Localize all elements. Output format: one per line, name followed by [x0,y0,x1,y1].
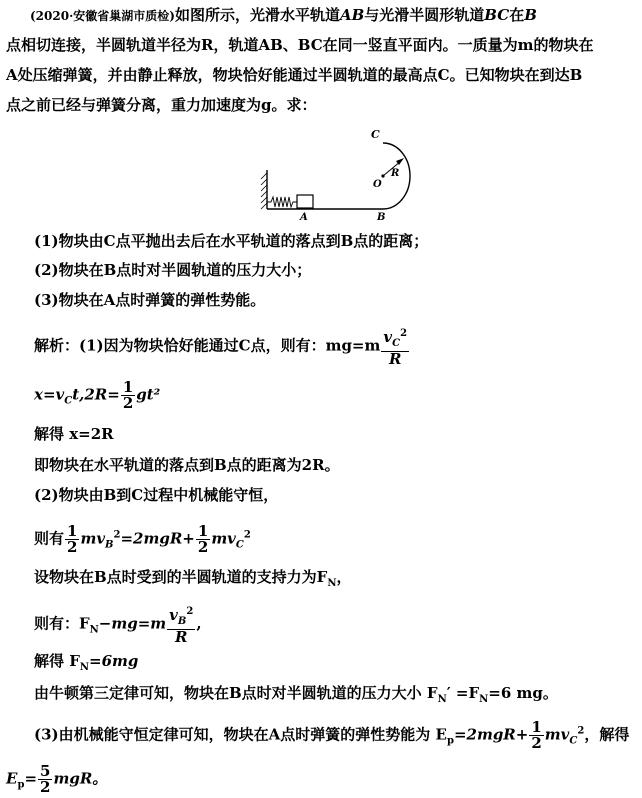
text: = [24,769,38,788]
text: N [437,694,447,705]
text: v [383,328,393,346]
text: 由牛顿第三定律可知，物块在B点时对半圆轨道的压力大小 F [34,684,438,702]
text: 2 [197,538,209,556]
label-b: B [377,212,386,223]
text: N [79,662,90,673]
track-diagram [255,125,425,225]
text: N [479,694,489,705]
text: AB [339,6,365,24]
solution-line-12 [6,764,107,797]
text: C [64,395,73,407]
text: 2 [400,328,408,339]
text: 5 [40,762,51,780]
text: 则有 [34,529,65,548]
text: , [196,614,202,633]
solution-line-3: 解得 x=2R [34,425,114,443]
text: ，解得 [584,725,630,744]
fraction [381,326,409,367]
text: 2 [243,529,251,541]
text: t,2R= [72,385,120,404]
text: 1 [67,522,78,540]
text: v [169,606,178,624]
text: gt² [136,385,161,404]
text: (3)由机械能守恒定律可知，物块在A点时弹簧的弹性势能为 E [34,725,447,744]
fraction [196,524,210,555]
label-r: R [391,168,400,179]
text: C [392,338,401,349]
text: 2 [113,529,121,541]
question-1: (1)物块由C点平抛出去后在水平轨道的落点到B点的距离； [34,232,429,250]
text: B [177,616,187,627]
text: N [327,578,337,589]
text: 2 [186,606,194,617]
label-o: O [373,179,382,190]
question-2: (2)物块在B点时对半圆轨道的压力大小； [34,261,312,279]
solution-line-4: 即物块在水平轨道的落点到B点的距离为2R。 [34,456,340,474]
text: B [524,6,537,24]
text: C [569,735,578,747]
fraction [121,380,135,411]
text: 2 [531,734,542,752]
text: 2 [67,538,78,556]
solution-line-9 [34,650,138,679]
text: 在 [509,6,525,24]
text: −mg=m [98,614,167,633]
problem-line-1 [30,4,537,27]
solution-line-2 [34,380,160,413]
block [297,195,313,208]
text: 1 [197,522,209,540]
fraction [167,604,195,645]
solution-line-11 [34,720,629,753]
text: BC [484,6,510,24]
text: =6mg [89,652,139,670]
text: ， [336,568,352,586]
text: R [388,350,402,368]
text: mv [80,529,106,548]
solution-line-5: (2)物块由B到C过程中机械能守恒， [34,486,279,504]
text: 2 [122,394,134,412]
problem-line-4: 点之前已经与弹簧分离，重力加速度为g。求： [6,96,317,114]
fraction [38,764,52,795]
solution-line-8 [34,604,202,645]
solution-line-7 [34,566,352,595]
text: E [6,769,18,788]
text: 与光滑半圆形轨道 [364,6,485,24]
text: 1 [122,378,134,396]
solution-line-1 [34,326,410,367]
problem-line-2: 点相切连接，半圆轨道半径为R，轨道AB、BC在同一竖直平面内。一质量为m的物块在 [6,36,594,54]
text: ′ =F [446,684,480,702]
text: mgR。 [53,769,108,788]
text: 2 [577,725,585,737]
text: R [175,628,188,646]
text: B [105,539,114,551]
label-c: C [371,128,380,141]
label-a: A [300,212,308,223]
text: =2mgR+ [120,529,195,548]
text: p [446,735,454,747]
text: p [17,779,25,791]
text: N [89,624,99,636]
text: 2 [40,778,51,796]
problem-source: (2020·安徽省巢湖市质检) [30,9,175,23]
solution-line-10 [34,682,558,711]
solution-line-6 [34,524,251,557]
text: 如图所示，光滑水平轨道 [174,6,340,24]
text: mv [544,725,570,744]
text: 解得 F [34,652,80,670]
question-3: (3)物块在A点时弹簧的弹性势能。 [34,291,266,309]
text: 设物块在B点时受到的半圆轨道的支持力为F [34,568,328,586]
wall-hatching [261,173,267,209]
fraction [65,524,79,555]
text: =6 mg。 [488,684,558,702]
text: 1 [531,718,542,736]
text: C [235,539,244,551]
text: 则有：F [34,614,90,633]
text: 解析：(1)因为物块恰好能通过C点，则有：mg=m [34,336,381,355]
spring [267,197,297,207]
problem-line-3: A处压缩弹簧，并由静止释放，物块恰好能通过半圆轨道的最高点C。已知物块在到达B [6,66,583,84]
text: x=v [34,385,65,404]
fraction [529,720,543,751]
text: =2mgR+ [453,725,529,744]
text: mv [211,529,236,548]
